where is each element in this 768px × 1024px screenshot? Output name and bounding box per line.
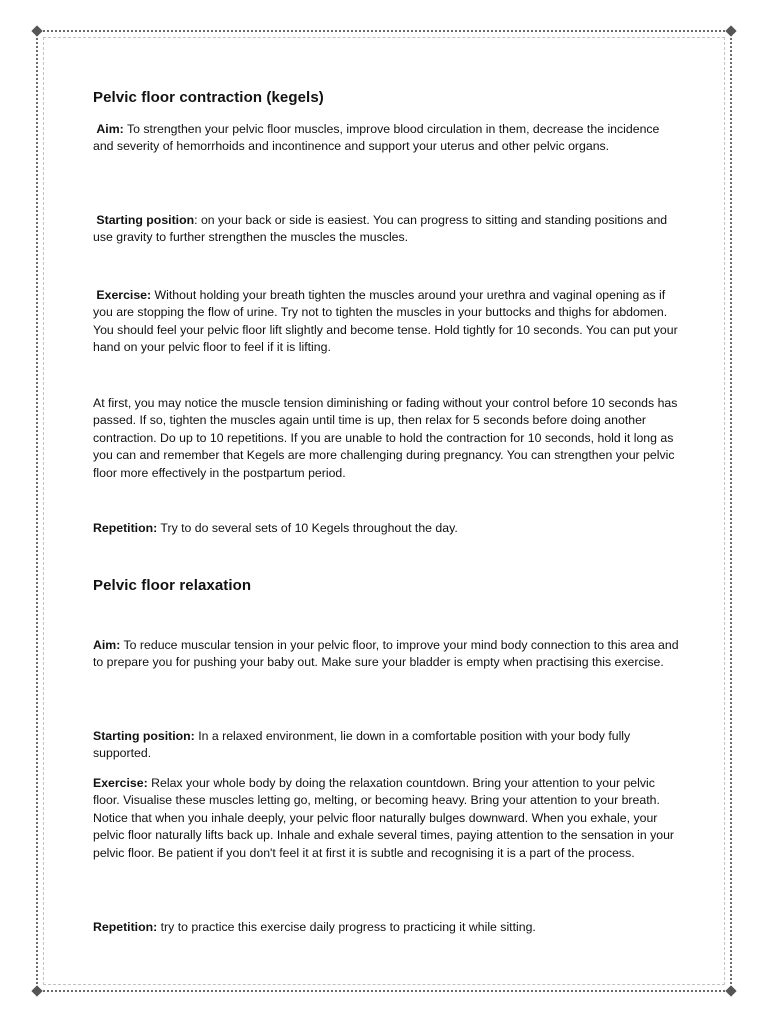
aim-paragraph xyxy=(93,121,679,156)
exercise-paragraph xyxy=(93,775,679,862)
exercise-text: Relax your whole body by doing the relaxation countdown. Bring your attention to your pelvic floor. Visualise these muscles letting go, melting, or becoming heavy. Bring your attention to your breath. Notice that when you inhale deeply, your pelvic floor naturally bulges downward. When you exhale, your pelvic floor naturally lifts back up. Inhale and exhale several times, paying attention to the sensation in your pelvic floor. Be patient if you don't feel it at first it is subtle and recognising it is a part of the process. xyxy=(93,776,675,860)
section-heading-contraction: Pelvic floor contraction (kegels) xyxy=(93,89,324,106)
corner-ornament xyxy=(725,985,736,996)
section-heading-relaxation: Pelvic floor relaxation xyxy=(93,577,252,594)
exercise-label: Exercise: xyxy=(96,288,152,302)
starting-position-label: Starting position: xyxy=(93,729,195,743)
aim-paragraph xyxy=(93,637,679,672)
starting-position-paragraph xyxy=(93,728,679,763)
exercise-label: Exercise: xyxy=(93,776,148,790)
repetition-paragraph xyxy=(93,520,679,537)
repetition-text: try to practice this exercise daily progress to practicing it while sitting. xyxy=(157,920,536,934)
aim-text: To reduce muscular tension in your pelvic floor, to improve your mind body connection to this area and to prepare you for pushing your baby out. Make sure your bladder is empty when practising this exercise. xyxy=(93,638,679,670)
aim-label: Aim: xyxy=(93,638,121,652)
repetition-paragraph xyxy=(93,919,679,936)
starting-position-paragraph xyxy=(93,212,679,247)
corner-ornament xyxy=(725,25,736,36)
corner-ornament xyxy=(31,25,42,36)
aim-label: Aim: xyxy=(96,122,124,136)
repetition-label: Repetition: xyxy=(93,920,158,934)
starting-position-text: : on your back or side is easiest. You can progress to sitting and standing positions and use gravity to further strengthen the muscles the muscles. xyxy=(93,213,668,245)
aim-text: To strengthen your pelvic floor muscles, improve blood circulation in them, decrease the incidence and severity of hemorrhoids and incontinence and support your uterus and other pelvic organs. xyxy=(93,122,660,154)
exercise-paragraph xyxy=(93,287,679,357)
starting-position-text: In a relaxed environment, lie down in a comfortable position with your body fully supported. xyxy=(93,729,631,761)
repetition-label: Repetition: xyxy=(93,521,158,535)
note-paragraph: At first, you may notice the muscle tension diminishing or fading without your control before 10 seconds has passed. If so, tighten the muscles again until time is up, then relax for 5 seconds before doing another contraction. Do up to 10 repetitions. If you are unable to hold the contraction for 10 seconds, hold it long as you can and remember that Kegels are more challenging during pregnancy. You can strengthen your pelvic floor more effectively in the postpartum period. xyxy=(93,396,678,480)
starting-position-label: Starting position xyxy=(96,213,195,227)
corner-ornament xyxy=(31,985,42,996)
exercise-text: Without holding your breath tighten the muscles around your urethra and vaginal opening as if you are stopping the flow of urine. Try not to tighten the muscles in your buttocks and thighs for abdomen. You should feel your pelvic floor lift slightly and become tense. Hold tightly for 10 seconds. You can put your hand on your pelvic floor to feel if it is lifting. xyxy=(93,288,678,355)
repetition-text: Try to do several sets of 10 Kegels throughout the day. xyxy=(157,521,458,535)
